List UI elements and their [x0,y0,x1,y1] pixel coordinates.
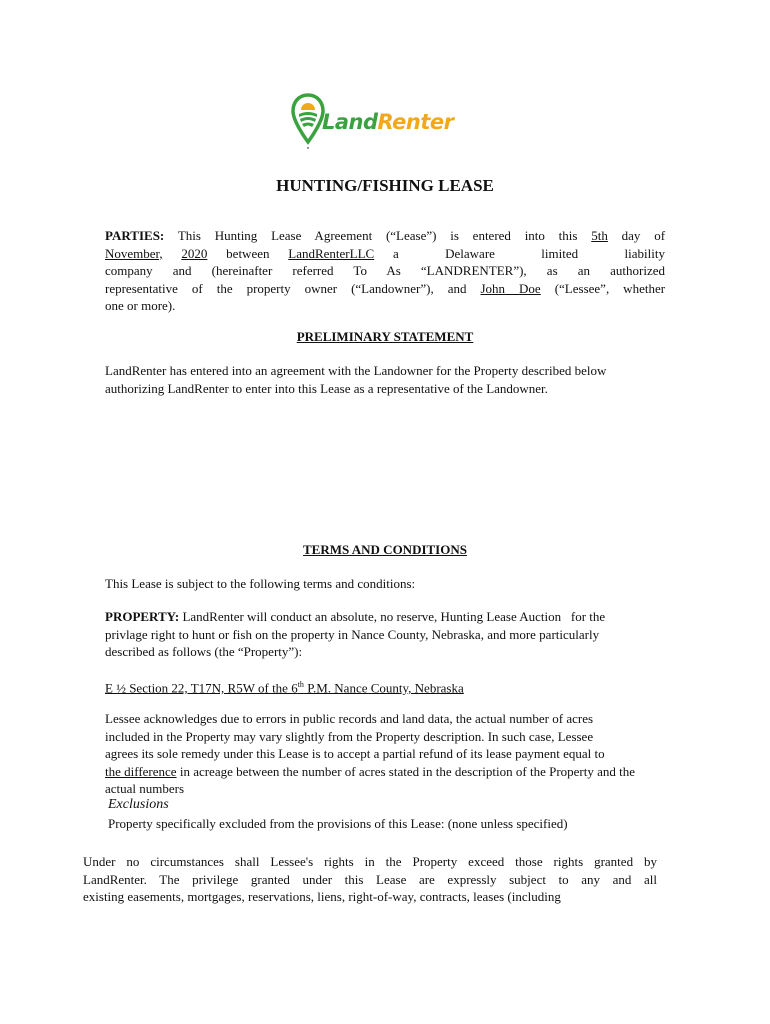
ack-text: in acreage between the number of acres stated in the description of the Property and the [176,763,636,779]
document-title: HUNTING/FISHING LEASE [276,176,494,195]
landrenter-logo [290,92,454,154]
lease-year: 2020 [181,245,208,261]
terms-heading: TERMS AND CONDITIONS [303,542,467,557]
ack-text: included in the Property may vary slightly from the Property description. In such case, Lessee [105,728,594,744]
parties-text: day of [621,228,666,243]
parties-text: This Hunting Lease Agreement (“Lease”) is entered into this [177,228,578,243]
property-text: LandRenter will conduct an absolute, no reserve, Hunting Lease Auction for the [182,609,606,624]
company-name: LandRenterLLC [288,245,375,261]
rights-text: Under no circumstances shall Lessee's rights in the Property exceed those rights granted by [83,854,657,869]
lease-day: 5th [591,228,608,243]
preliminary-heading: PRELIMINARY STATEMENT [296,329,474,344]
ack-underlined: the difference [105,763,177,779]
parties-text: (“Lessee”, whether [554,280,666,296]
legal-text: E ½ Section 22, T17N, R5W of the 6 [105,680,298,696]
logo-text-renter: Renter [377,110,454,134]
rights-text: existing easements, mortgages, reservations, liens, right-of-way, contracts, leases (including [83,889,561,904]
lessee-name: John Doe [480,280,541,296]
parties-text: a Delaware limited liability [392,245,665,261]
preliminary-text: authorizing LandRenter to enter into this Lease as a representative of the Landowner. [105,380,548,396]
legal-text: P.M. Nance County, Nebraska [303,680,464,696]
ack-text: Lessee acknowledges due to errors in public records and land data, the actual number of acres [105,711,594,726]
parties-text: between [226,245,270,261]
logo-text-land: Land [322,110,378,134]
ack-text: agrees its sole remedy under this Lease is to accept a partial refund of its lease payment equal to [105,746,605,761]
exclusions-heading: Exclusions [108,797,169,812]
parties-text: one or more). [105,298,176,313]
legal-superscript: th [297,680,304,689]
parties-text: company and (hereinafter referred To As “LANDRENTER”), as an authorized [105,263,665,278]
property-paragraph [105,608,675,661]
rights-paragraph [83,853,657,906]
parties-paragraph [105,227,665,315]
property-text: described as follows (the “Property”): [105,644,303,659]
acknowledgement-paragraph [105,710,675,798]
lease-month: November, [105,245,163,261]
property-legal-description [105,676,464,697]
terms-intro: This Lease is subject to the following terms and conditions: [105,576,416,591]
location-pin-icon [290,92,326,152]
exclusions-text: Property specifically excluded from the provisions of this Lease: (none unless specified) [108,816,568,831]
property-label: PROPERTY: [105,609,180,624]
parties-label: PARTIES: [105,228,165,243]
preliminary-text: LandRenter has entered into an agreement with the Landowner for the Property described below [105,363,607,378]
preliminary-paragraph [105,362,665,397]
rights-text: LandRenter. The privilege granted under this Lease are expressly subject to any and all [83,871,657,887]
logo-wordmark [322,110,454,134]
parties-text: representative of the property owner (“Landowner”), and [105,280,467,296]
ack-text: actual numbers [105,781,185,796]
property-text: privlage right to hunt or fish on the property in Nance County, Nebraska, and more particularly [105,626,600,642]
